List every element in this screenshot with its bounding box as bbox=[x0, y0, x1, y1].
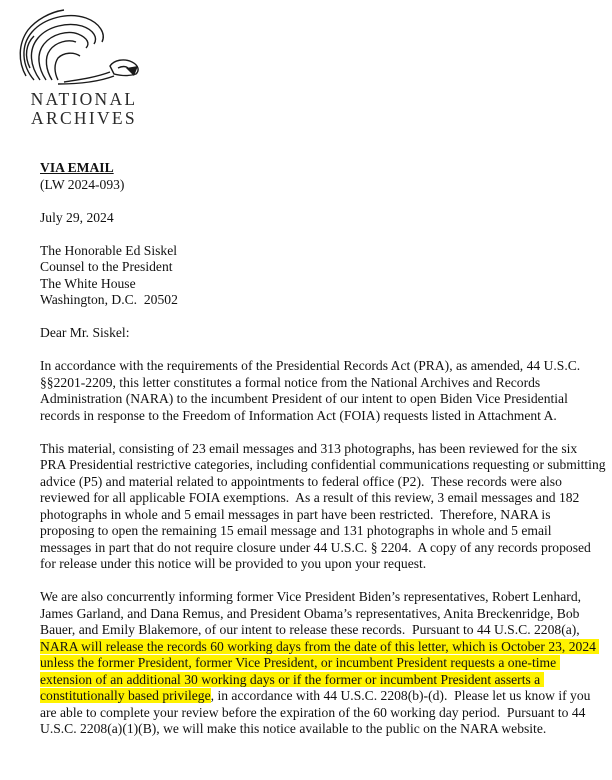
delivery-header bbox=[40, 160, 606, 193]
letter-body bbox=[40, 160, 609, 738]
delivery-method: VIA EMAIL bbox=[40, 160, 114, 175]
letter-date: July 29, 2024 bbox=[40, 209, 114, 225]
recipient-city: Washington, D.C. 20502 bbox=[40, 292, 178, 307]
recipient-name: The Honorable Ed Siskel bbox=[40, 242, 178, 258]
highlighted-text: NARA will release the records 60 working days from the date of this letter, which is October 23, 2024 unless the former President, former Vice President, or incumbent President requests a one-time extension of an additional 30 working days or if the former or incumbent President asserts a constitutionally based privilege bbox=[40, 638, 600, 703]
logo-text-national: NATIONAL bbox=[30, 89, 138, 109]
paragraph-3-intro: We are also concurrently informing former Vice President Biden’s representatives, Robert Lenhard, James Garland, and Dana Remus, and President Obama’s representatives, Anita Breckenridge, Bob Bauer, and Emily Blakemore, of our intent to release these records. Pursuant to 44 U.S.C. 2208(a), bbox=[40, 589, 585, 637]
eagle-icon bbox=[14, 6, 144, 90]
recipient-org: The White House bbox=[40, 275, 136, 291]
paragraph-2: This material, consisting of 23 email messages and 313 photographs, has been reviewed for the six PRA Presidential restrictive categories, including confidential communications requesting or submitting advice (P5) and material related to appointments to federal office (P2). These records were also reviewed for all applicable FOIA exemptions. As a result of this review, 3 email messages and 182 photographs in whole and 5 email messages in part have been restricted. Therefore, NARA is proposing to open the remaining 15 email message and 131 photographs in whole and 5 email messages in part that do not require closure under 44 U.S.C. § 2204. A copy of any records proposed for release under this notice will be provided to you upon your request. bbox=[40, 440, 609, 571]
paragraph-1: In accordance with the requirements of the Presidential Records Act (PRA), as amended, 44 U.S.C. §§2201-2209, this letter constitutes a formal notice from the National Archives and Records Administration (NARA) to the incumbent President of our intent to open Biden Vice Presidential records in response to the Freedom of Information Act (FOIA) requests listed in Attachment A. bbox=[40, 358, 584, 423]
recipient-address bbox=[40, 243, 606, 309]
logo-text-archives: ARCHIVES bbox=[31, 108, 137, 128]
national-archives-logo bbox=[14, 6, 144, 128]
paragraph-3-end: , in accordance with 44 U.S.C. 2208(b)-(d). Please let us know if you are able to complete your review before the expiration of the 60 working day period. Pursuant to 44 U.S.C. 2208(a)(1)(B), we will make this notice available to the public on the NARA website. bbox=[40, 688, 594, 736]
reference-number: (LW 2024-093) bbox=[40, 176, 125, 192]
recipient-title: Counsel to the President bbox=[40, 259, 173, 274]
salutation: Dear Mr. Siskel: bbox=[40, 325, 130, 340]
paragraph-3 bbox=[40, 589, 606, 738]
